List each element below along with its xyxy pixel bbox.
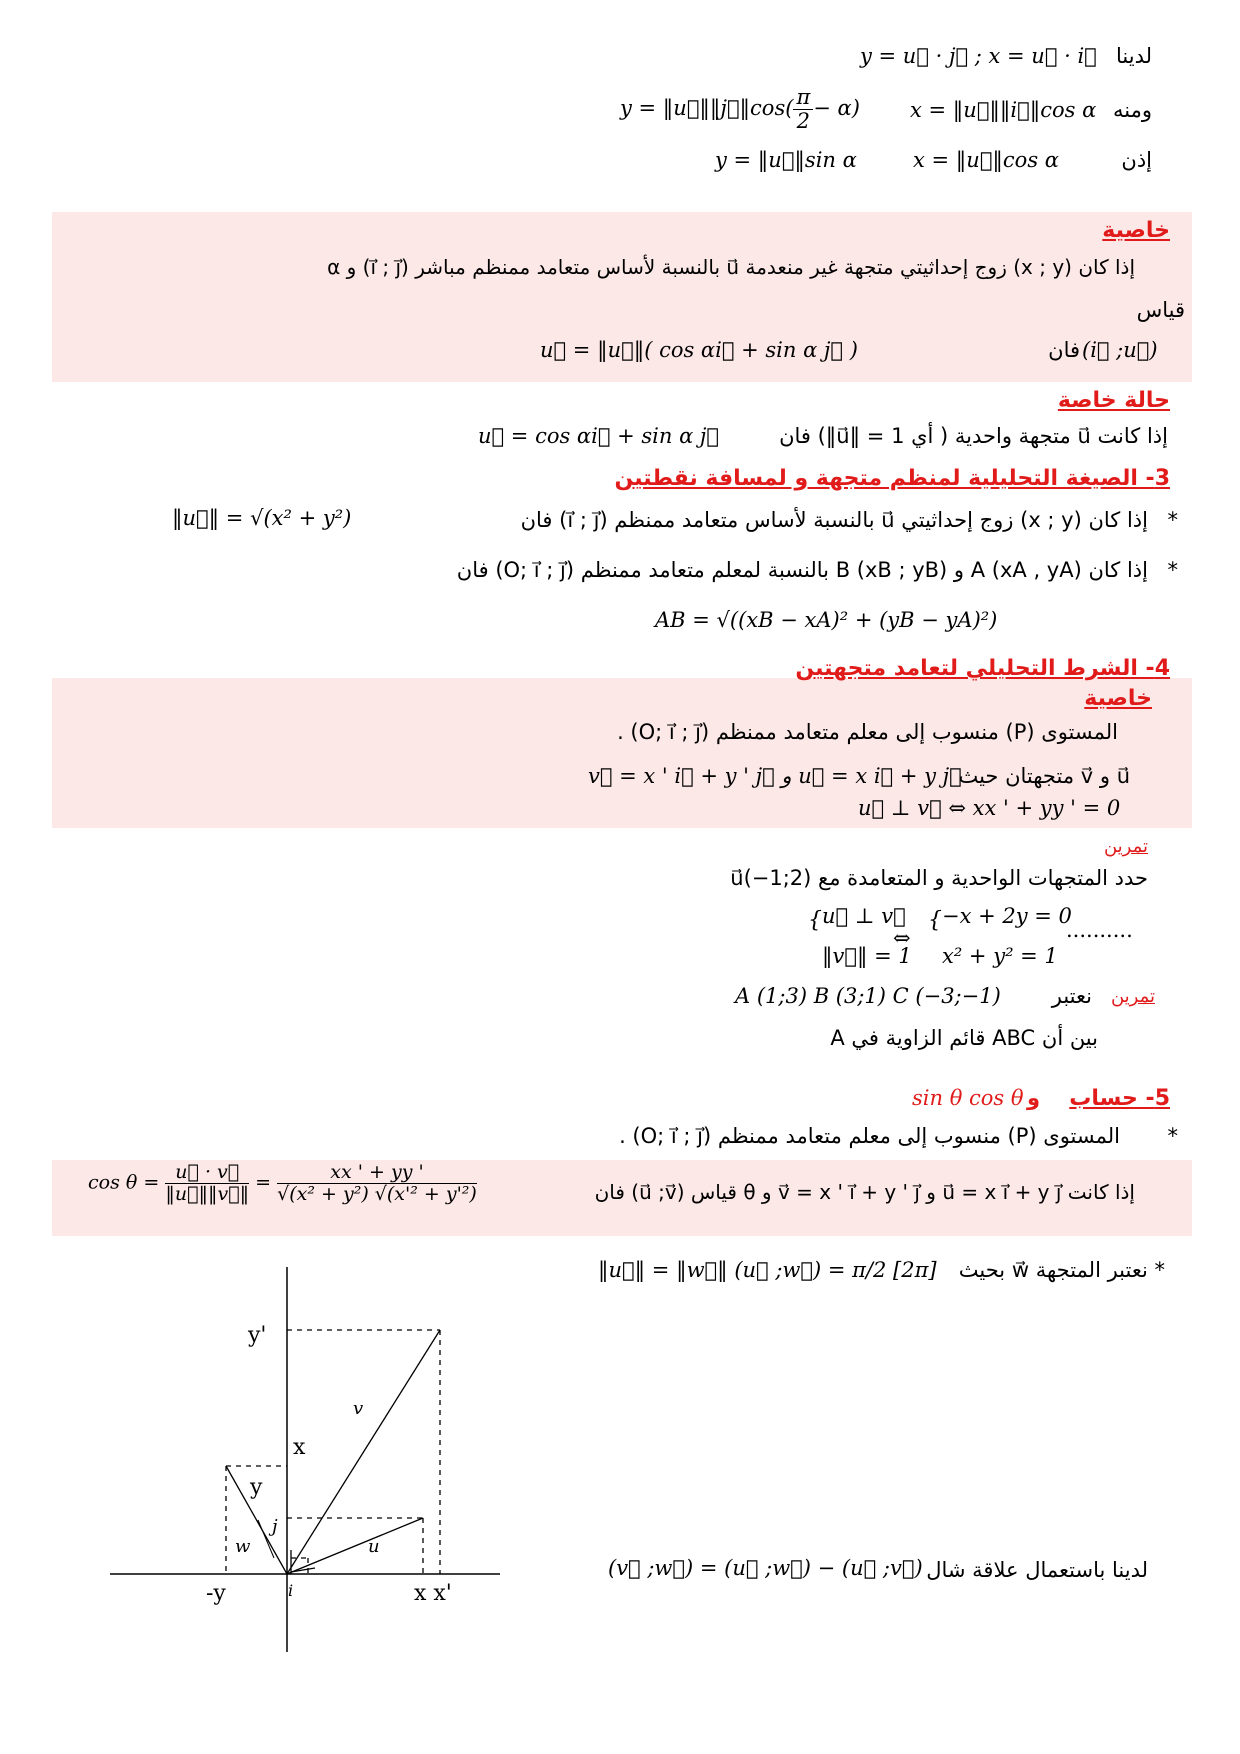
label-y: y	[250, 1475, 263, 1500]
label-neg-y: -y	[206, 1581, 226, 1606]
section4-line2-text: u⃗ و v⃗ متجهتان حيث	[958, 764, 1130, 788]
system-left-brace: {	[808, 908, 822, 933]
property-title: خاصية	[1102, 218, 1170, 243]
section4-line1: المستوى (P) منسوب إلى معلم متعامد ممنظم (O; i⃗ ; j⃗) .	[617, 720, 1118, 744]
label-y-prime: y'	[248, 1323, 267, 1348]
section3-star-1: *	[1167, 508, 1178, 532]
label-i: i	[288, 1581, 294, 1600]
label-x-x-prime: x x'	[414, 1581, 452, 1606]
section3-bullet2-text: إذا كان A (xA , yA) و B (xB ; yB) بالنسبة لمعلم متعامد ممنظم (O; i⃗ ; j⃗) فان	[456, 558, 1148, 582]
section4-property-title: خاصية	[1084, 686, 1152, 711]
label-u: u	[368, 1536, 380, 1557]
exercise2-line2: بين أن ABC قائم الزاوية في A	[830, 1026, 1098, 1050]
section3-star-2: *	[1167, 558, 1178, 582]
system-right-2: x² + y² = 1	[942, 944, 1058, 968]
vector-i	[291, 1568, 315, 1572]
section3-bullet1-text: إذا كان (x ; y) زوج إحداثيتي u⃗ بالنسبة لأساس متعامد ممنظم (i⃗ ; j⃗) فان	[520, 508, 1148, 532]
exercise2-title: تمرين	[1110, 986, 1155, 1007]
intro-math-2b: y = ‖u⃗‖‖j⃗‖cos( $\frac{\pi}{2}$ − α)	[620, 85, 860, 134]
section3-title: 3- الصيغة التحليلية لمنظم متجهة و لمسافة نقطتين	[614, 466, 1170, 491]
section4-line2-math: v⃗ = x ' i⃗ + y ' j⃗ و u⃗ = x i⃗ + y j⃗	[588, 764, 962, 788]
property-formula: u⃗ = ‖u⃗‖( cos αi⃗ + sin α j⃗ )	[540, 338, 858, 362]
system-right-brace: {	[928, 908, 942, 933]
intro-math-2a: x = ‖u⃗‖‖i⃗‖cos α	[910, 98, 1097, 122]
section4-title: 4- الشرط التحليلي لتعامد متجهتين	[795, 656, 1170, 681]
intro-math-3b: y = ‖u⃗‖sin α	[715, 148, 857, 172]
label-w: w	[235, 1536, 251, 1557]
intro-math-1: y = u⃗ · j⃗ ; x = u⃗ · i⃗	[860, 44, 1097, 68]
special-title: حالة خاصة	[1057, 388, 1170, 413]
exercise1-text: حدد المتجهات الواحدية و المتعامدة مع u⃗(−1;2)	[730, 866, 1148, 890]
intro-label-3: إذن	[1121, 148, 1152, 172]
exercise2-text: نعتبر	[1051, 984, 1092, 1008]
section5-title-and: و	[1026, 1086, 1040, 1110]
section3-bullet1-formula: ‖u⃗‖ = √(x² + y²)	[172, 506, 352, 530]
intro-label-1: لدينا	[1115, 44, 1152, 68]
system-dots: ..........	[1066, 918, 1133, 942]
special-text: إذا كانت u⃗ متجهة واحدية ( أي 1 = ‖u⃗‖) فان	[779, 424, 1168, 448]
special-formula: u⃗ = cos αi⃗ + sin α j⃗	[478, 424, 720, 448]
section5-title-math: sin θ cos θ	[912, 1086, 1024, 1110]
property-text-2: قياس	[1136, 298, 1185, 322]
consider-text: * نعتبر المتجهة w⃗ بحيث	[958, 1258, 1165, 1282]
section5-title: 5- حساب	[1069, 1086, 1170, 1111]
property-angle: (i⃗ ;u⃗)	[1082, 338, 1158, 362]
vector-v	[287, 1330, 440, 1574]
exercise2-points: A (1;3) B (3;1) C (−3;−1)	[735, 984, 1001, 1008]
system-equivalence: ⇔	[893, 926, 911, 950]
section5-line1: المستوى (P) منسوب إلى معلم متعامد ممنظم (O; i⃗ ; j⃗) .	[619, 1124, 1120, 1148]
label-j: j	[272, 1516, 278, 1537]
distance-formula: AB = √((xB − xA)² + (yB − yA)²)	[655, 608, 998, 632]
vector-figure	[110, 1262, 500, 1652]
chasles-math: (v⃗ ;w⃗) = (u⃗ ;w⃗) − (u⃗ ;v⃗)	[608, 1556, 923, 1580]
cos-formula: cos θ = $\frac{u⃗ \cdot v⃗}{‖u⃗‖‖v⃗‖}$ = $\frac{xx ' + yy '}{\text{√(x² + y²) √(x'² + y'²)}}$	[88, 1161, 477, 1205]
property-text: إذا كان (x ; y) زوج إحداثيتي متجهة غير منعدمة u⃗ بالنسبة لأساس متعامد ممنظم مباشر (i⃗ ; j⃗) و α	[327, 255, 1135, 279]
exercise1-title: تمرين	[1103, 836, 1148, 857]
system-right-1: −x + 2y = 0	[942, 904, 1072, 928]
label-v: v	[353, 1398, 364, 1419]
label-x: x	[293, 1435, 306, 1460]
orthogonality-condition: u⃗ ⊥ v⃗ ⇔ xx ' + yy ' = 0	[858, 796, 1121, 820]
section5-box-text: إذا كانت u⃗ = x i⃗ + y j⃗ و v⃗ = x ' i⃗ + y ' j⃗ و θ قياس (u⃗ ;v⃗) فان	[594, 1180, 1135, 1204]
section5-star: *	[1167, 1124, 1178, 1148]
intro-label-2: ومنه	[1113, 98, 1152, 122]
system-left-2: ‖v⃗‖ = 1	[822, 944, 912, 968]
property-fan: فان	[1048, 338, 1080, 362]
consider-math: ‖u⃗‖ = ‖w⃗‖ (u⃗ ;w⃗) = π/2 [2π]	[598, 1258, 937, 1282]
system-left-1: u⃗ ⊥ v⃗	[822, 904, 906, 928]
intro-math-3a: x = ‖u⃗‖cos α	[913, 148, 1059, 172]
chasles-text: لدينا باستعمال علاقة شال	[926, 1558, 1148, 1582]
vector-u	[287, 1518, 423, 1574]
